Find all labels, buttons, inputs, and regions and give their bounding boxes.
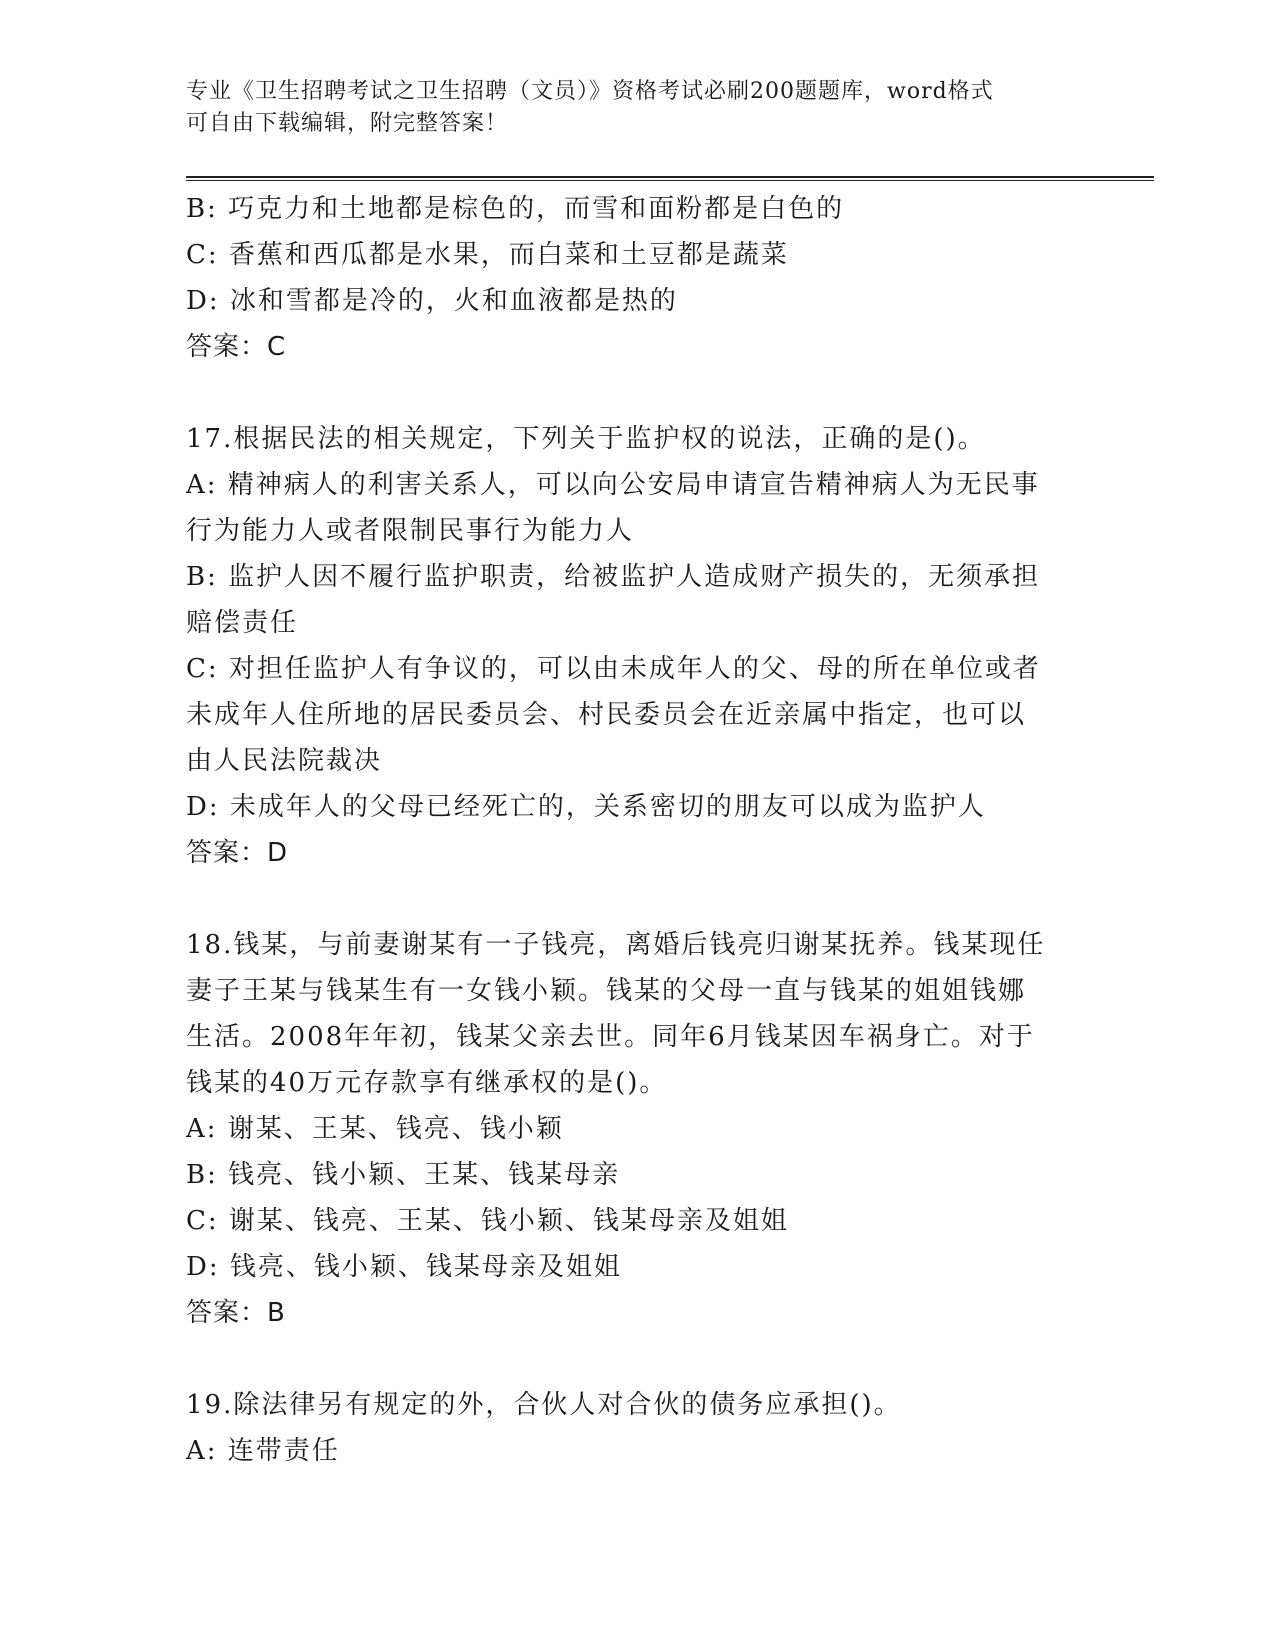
answer-line: 答案：B	[186, 1298, 286, 1328]
option-a-continued: 行为能力人或者限制民事行为能力人	[186, 516, 635, 546]
spacer	[186, 370, 1066, 416]
spacer	[186, 1336, 1066, 1382]
option-b-continued: 赔偿责任	[186, 608, 299, 638]
question-text-continued-3: 钱某的40万元存款享有继承权的是()。	[186, 1068, 668, 1098]
question-text-continued: 妻子王某与钱某生有一女钱小颖。钱某的父母一直与钱某的姐姐钱娜	[186, 976, 1027, 1006]
option-a: A: 精神病人的利害关系人，可以向公安局申请宣告精神病人为无民事	[186, 470, 1040, 500]
document-body	[186, 186, 1066, 1474]
option-a: A: 谢某、王某、钱亮、钱小颖	[186, 1114, 564, 1144]
header-title-line-1: 专业《卫生招聘考试之卫生招聘（文员）》资格考试必刷200题题库，word格式	[186, 79, 994, 104]
question-text: 18.钱某，与前妻谢某有一子钱亮，离婚后钱亮归谢某抚养。钱某现任	[186, 930, 1046, 960]
option-a: A: 连带责任	[186, 1436, 340, 1466]
header-divider	[186, 176, 1154, 181]
question-text: 19.除法律另有规定的外，合伙人对合伙的债务应承担()。	[186, 1390, 902, 1420]
spacer	[186, 876, 1066, 922]
header-title-line-2: 可自由下载编辑，附完整答案！	[186, 111, 509, 136]
option-c-continued-2: 由人民法院裁决	[186, 746, 383, 776]
answer-line: 答案：C	[186, 332, 287, 362]
option-c: C: 对担任监护人有争议的，可以由未成年人的父、母的所在单位或者	[186, 654, 1041, 684]
question-19	[186, 1382, 1066, 1474]
answer-line: 答案：D	[186, 838, 289, 868]
question-16-fragment	[186, 186, 1066, 370]
option-c: C: 谢某、钱亮、王某、钱小颖、钱某母亲及姐姐	[186, 1206, 789, 1236]
option-d: D: 钱亮、钱小颖、钱某母亲及姐姐	[186, 1252, 622, 1282]
option-b: B: 巧克力和土地都是棕色的，而雪和面粉都是白色的	[186, 194, 845, 224]
option-d: D: 冰和雪都是冷的，火和血液都是热的	[186, 286, 678, 316]
option-b: B: 监护人因不履行监护职责，给被监护人造成财产损失的，无须承担	[186, 562, 1041, 592]
option-b: B: 钱亮、钱小颖、王某、钱某母亲	[186, 1160, 621, 1190]
option-d: D: 未成年人的父母已经死亡的，关系密切的朋友可以成为监护人	[186, 792, 986, 822]
option-c: C: 香蕉和西瓜都是水果，而白菜和土豆都是蔬菜	[186, 240, 789, 270]
question-text: 17.根据民法的相关规定，下列关于监护权的说法，正确的是()。	[186, 424, 986, 454]
option-c-continued: 未成年人住所地的居民委员会、村民委员会在近亲属中指定，也可以	[186, 700, 1027, 730]
question-18	[186, 922, 1066, 1336]
question-17	[186, 416, 1066, 876]
document-header	[186, 76, 1086, 140]
question-text-continued-2: 生活。2008年年初，钱某父亲去世。同年6月钱某因车祸身亡。对于	[186, 1022, 1035, 1052]
